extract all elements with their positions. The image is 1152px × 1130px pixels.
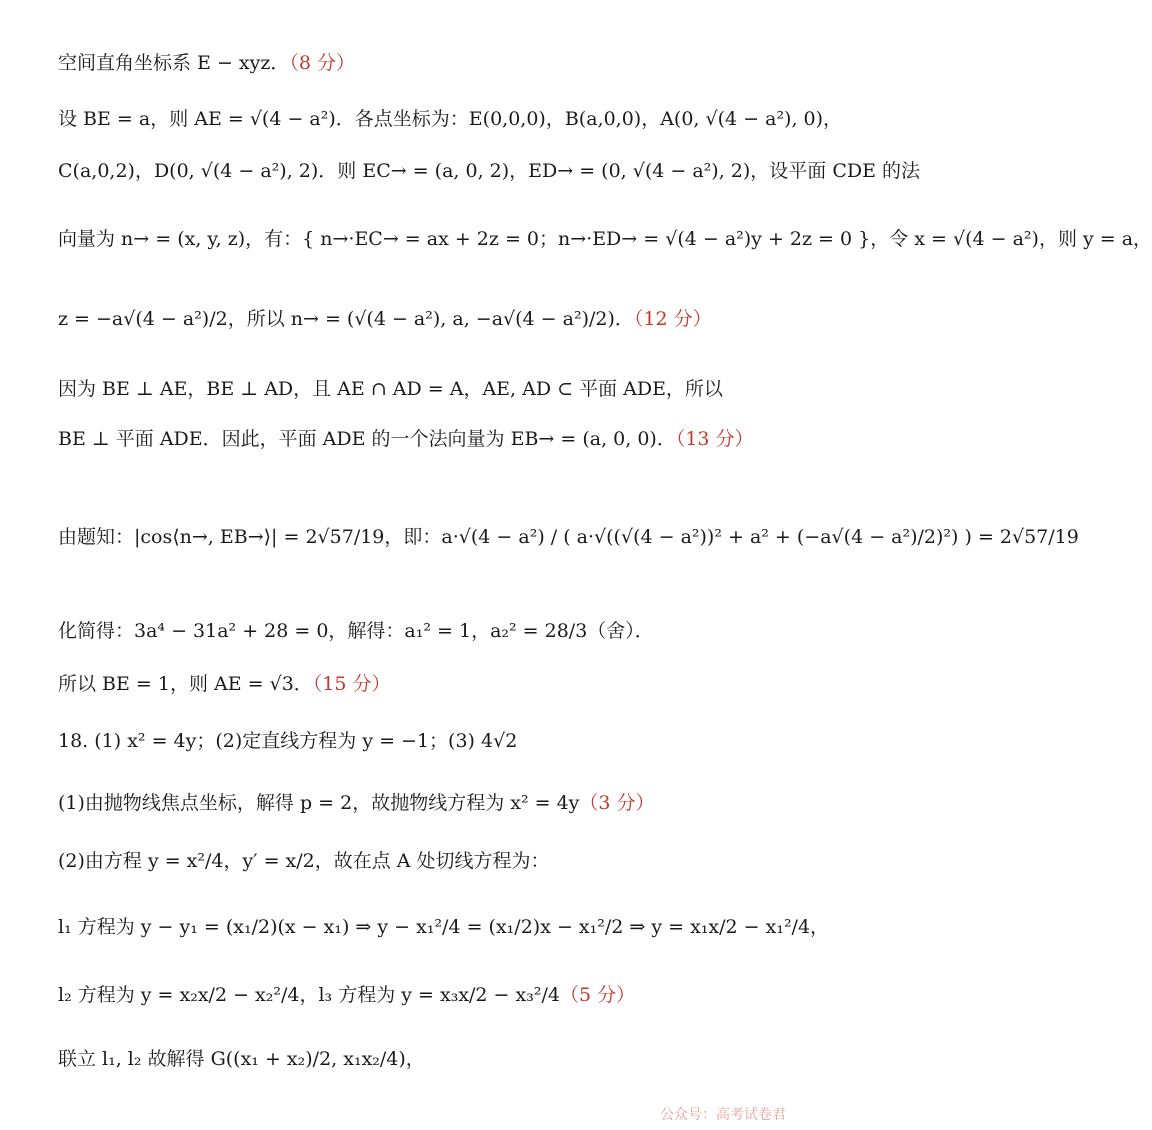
line-2-text: 设 BE = a，则 AE = √(4 − a²)．各点坐标为：E(0,0,0)，B(a,0,0)，A(0, √(4 − a²), 0)， xyxy=(58,108,843,130)
line-3-text: C(a,0,2)，D(0, √(4 − a²), 2)．则 EC→ = (a, 0, 2)，ED→ = (0, √(4 − a²), 2)，设平面 CDE 的法 xyxy=(58,160,921,182)
text-line-10 xyxy=(58,673,788,696)
line-9-text: 化简得：3a⁴ − 31a² + 28 = 0，解得：a₁² = 1，a₂² = 28/3（舍）． xyxy=(58,620,654,642)
line-1-text: 空间直角坐标系 E − xyz． xyxy=(58,52,290,74)
watermark: 公众号：高考试卷君 xyxy=(660,1107,786,1123)
line-5-text: z = −a√(4 − a²)/2，所以 n→ = (√(4 − a²), a, −a√(4 − a²)/2)． xyxy=(58,308,634,330)
text-line-7 xyxy=(58,428,788,451)
text-line-4 xyxy=(58,228,1152,251)
text-line-14 xyxy=(58,916,830,939)
text-line-16 xyxy=(58,1048,788,1071)
line-10-score: （15 分） xyxy=(312,673,391,695)
line-15-score: （5 分） xyxy=(559,984,636,1006)
line-14-text: l₁ 方程为 y − y₁ = (x₁/2)(x − x₁) ⇒ y − x₁²/4 = (x₁/2)x − x₁²/2 ⇒ y = x₁x/2 − x₁²/4， xyxy=(58,916,830,938)
text-line-8 xyxy=(58,526,1079,549)
line-13-text: (2)由方程 y = x²/4，y′ = x/2，故在点 A 处切线方程为： xyxy=(58,850,550,872)
line-16-text: 联立 l₁, l₂ 故解得 G((x₁ + x₂)/2, x₁x₂/4)， xyxy=(58,1048,425,1070)
text-line-12 xyxy=(58,792,788,815)
line-12-score: （3 分） xyxy=(579,792,655,814)
text-line-11 xyxy=(58,730,788,753)
text-line-5 xyxy=(58,308,788,331)
line-6-text: 因为 BE ⊥ AE，BE ⊥ AD，且 AE ∩ AD = A，AE, AD ⊂ 平面 ADE，所以 xyxy=(58,378,723,400)
text-line-3 xyxy=(58,160,921,183)
line-1-score: （8 分） xyxy=(289,52,356,74)
line-7-score: （13 分） xyxy=(675,428,754,450)
line-4-text: 向量为 n→ = (x, y, z)，有：{ n→·EC→ = ax + 2z = 0；n→·ED→ = √(4 − a²)y + 2z = 0 }，令 x = √(4 − a²)，则 y = a， xyxy=(58,228,1152,250)
line-10-text: 所以 BE = 1，则 AE = √3． xyxy=(58,673,313,695)
line-15-text: l₂ 方程为 y = x₂x/2 − x₂²/4，l₃ 方程为 y = x₃x/2 − x₃²/4 xyxy=(58,984,560,1006)
line-5-score: （12 分） xyxy=(633,308,712,330)
text-line-13 xyxy=(58,850,788,873)
text-line-1 xyxy=(58,52,788,75)
line-7-text: BE ⊥ 平面 ADE．因此，平面 ADE 的一个法向量为 EB→ = (a, 0, 0)． xyxy=(58,428,676,450)
text-line-15 xyxy=(58,984,788,1007)
text-line-9 xyxy=(58,620,788,643)
line-8-text: 由题知：|cos⟨n→, EB→⟩| = 2√57/19，即：a·√(4 − a²) / ( a·√((√(4 − a²))² + a² + (−a√(4 − a²)/2)²) ) = 2√57/19 xyxy=(58,526,1079,548)
line-11-text: 18. (1) x² = 4y；(2)定直线方程为 y = −1；(3) 4√2 xyxy=(58,730,518,752)
text-line-6 xyxy=(58,378,788,401)
line-12-text: (1)由抛物线焦点坐标，解得 p = 2，故抛物线方程为 x² = 4y xyxy=(58,792,580,814)
text-line-2 xyxy=(58,108,843,131)
